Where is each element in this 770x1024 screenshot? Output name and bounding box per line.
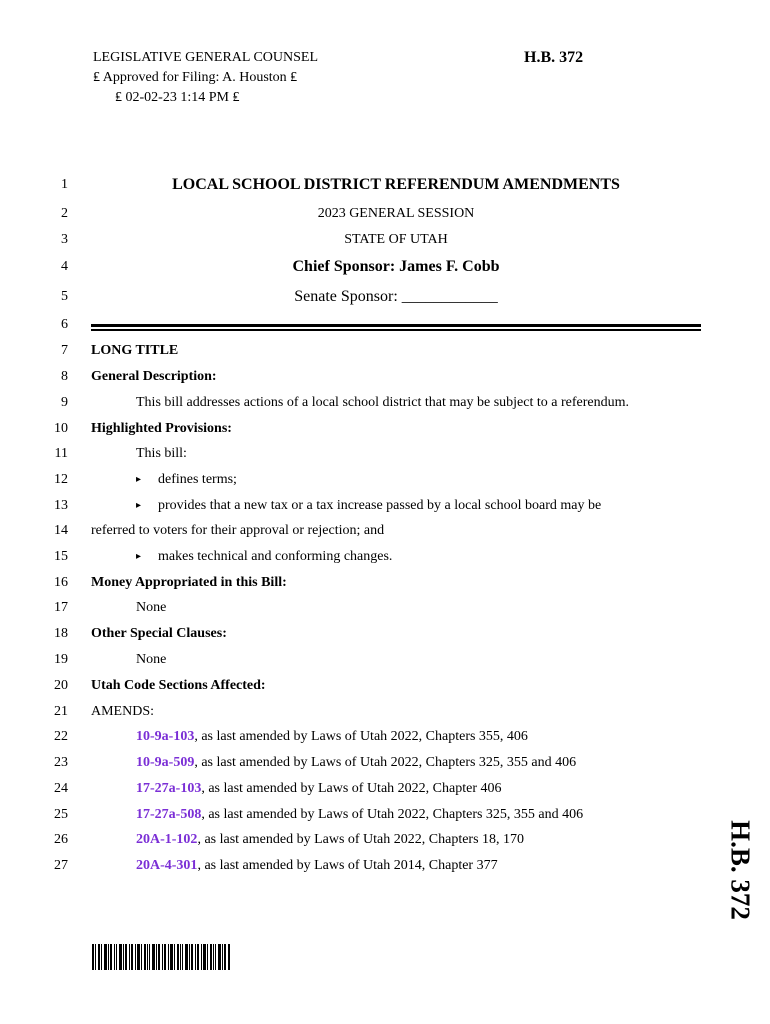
bullet-icon: ▸ xyxy=(136,500,142,511)
provision-item xyxy=(136,549,392,565)
provision-continuation: referred to voters for their approval or rejection; and xyxy=(91,523,385,538)
line-number: 6 xyxy=(61,317,68,332)
code-section-item xyxy=(136,755,576,771)
bullet-icon: ▸ xyxy=(136,551,142,562)
code-section-item xyxy=(136,832,524,848)
provision-item xyxy=(136,472,237,488)
code-section-link[interactable]: 17-27a-508 xyxy=(136,807,202,822)
this-bill-label: This bill: xyxy=(136,446,187,461)
counsel-label: LEGISLATIVE GENERAL COUNSEL xyxy=(93,50,319,65)
line-number: 7 xyxy=(61,343,68,358)
state-label: STATE OF UTAH xyxy=(344,232,448,247)
bill-number: H.B. 372 xyxy=(524,49,584,66)
side-bill-number-text: H.B. 372 xyxy=(725,820,756,920)
bullet-icon: ▸ xyxy=(136,474,142,485)
highlighted-provisions-heading: Highlighted Provisions: xyxy=(91,421,232,436)
line-number: 27 xyxy=(54,858,68,873)
line-number: 1 xyxy=(61,177,68,192)
code-section-link[interactable]: 10-9a-103 xyxy=(136,729,195,744)
code-sections-heading: Utah Code Sections Affected: xyxy=(91,678,266,693)
general-description-text: This bill addresses actions of a local school district that may be subject to a referendum. xyxy=(136,395,629,410)
code-section-item xyxy=(136,858,498,874)
line-number: 14 xyxy=(54,523,68,538)
line-number: 17 xyxy=(54,600,68,615)
line-number: 20 xyxy=(54,678,68,693)
barcode-image xyxy=(92,944,230,970)
session-label: 2023 GENERAL SESSION xyxy=(317,206,475,221)
senate-sponsor: Senate Sponsor: ____________ xyxy=(294,288,498,305)
line-number: 3 xyxy=(61,232,68,247)
code-section-link[interactable]: 20A-4-301 xyxy=(136,858,198,873)
code-section-history: , as last amended by Laws of Utah 2014, Chapter 377 xyxy=(197,858,498,873)
code-section-history: , as last amended by Laws of Utah 2022, Chapter 406 xyxy=(201,781,502,796)
line-number: 18 xyxy=(54,626,68,641)
special-clauses-heading: Other Special Clauses: xyxy=(91,626,227,641)
line-number: 4 xyxy=(61,259,68,274)
provision-text: defines terms; xyxy=(158,472,237,487)
divider-rule xyxy=(91,324,701,327)
amends-label: AMENDS: xyxy=(91,704,155,719)
line-number: 10 xyxy=(54,421,68,436)
line-number: 21 xyxy=(54,704,68,719)
money-appropriated-value: None xyxy=(136,600,167,615)
divider-rule xyxy=(91,329,701,331)
code-section-history: , as last amended by Laws of Utah 2022, Chapters 355, 406 xyxy=(194,729,528,744)
code-section-item xyxy=(136,729,528,745)
line-number: 19 xyxy=(54,652,68,667)
line-number: 26 xyxy=(54,832,68,847)
code-section-history: , as last amended by Laws of Utah 2022, Chapters 325, 355 and 406 xyxy=(201,807,584,822)
line-number: 5 xyxy=(61,289,68,304)
code-section-link[interactable]: 10-9a-509 xyxy=(136,755,195,770)
line-number: 23 xyxy=(54,755,68,770)
line-number: 24 xyxy=(54,781,68,796)
line-number: 11 xyxy=(54,446,68,461)
header-block xyxy=(93,48,318,108)
provision-text: makes technical and conforming changes. xyxy=(158,549,393,564)
code-section-item xyxy=(136,781,501,797)
line-number: 9 xyxy=(61,395,68,410)
line-number: 8 xyxy=(61,369,68,384)
money-appropriated-heading: Money Appropriated in this Bill: xyxy=(91,575,287,590)
side-bill-number xyxy=(718,805,762,935)
provision-item xyxy=(136,498,601,514)
long-title-heading: LONG TITLE xyxy=(91,343,179,358)
provision-text: provides that a new tax or a tax increase passed by a local school board may be xyxy=(158,498,602,513)
code-section-item xyxy=(136,807,583,823)
line-number: 15 xyxy=(54,549,68,564)
code-section-history: , as last amended by Laws of Utah 2022, Chapters 18, 170 xyxy=(197,832,525,847)
line-number: 2 xyxy=(61,206,68,221)
line-number: 25 xyxy=(54,807,68,822)
filing-timestamp: ₤ 02-02-23 1:14 PM ₤ xyxy=(115,90,240,105)
line-number: 22 xyxy=(54,729,68,744)
chief-sponsor: Chief Sponsor: James F. Cobb xyxy=(292,258,500,275)
code-section-link[interactable]: 17-27a-103 xyxy=(136,781,202,796)
line-number: 13 xyxy=(54,498,68,513)
bill-title: LOCAL SCHOOL DISTRICT REFERENDUM AMENDMENTS xyxy=(172,176,620,193)
code-section-history: , as last amended by Laws of Utah 2022, Chapters 325, 355 and 406 xyxy=(194,755,577,770)
general-description-heading: General Description: xyxy=(91,369,217,384)
line-number: 12 xyxy=(54,472,68,487)
special-clauses-value: None xyxy=(136,652,167,667)
approval-stamp: ₤ Approved for Filing: A. Houston ₤ xyxy=(93,70,298,85)
line-number: 16 xyxy=(54,575,68,590)
code-section-link[interactable]: 20A-1-102 xyxy=(136,832,198,847)
